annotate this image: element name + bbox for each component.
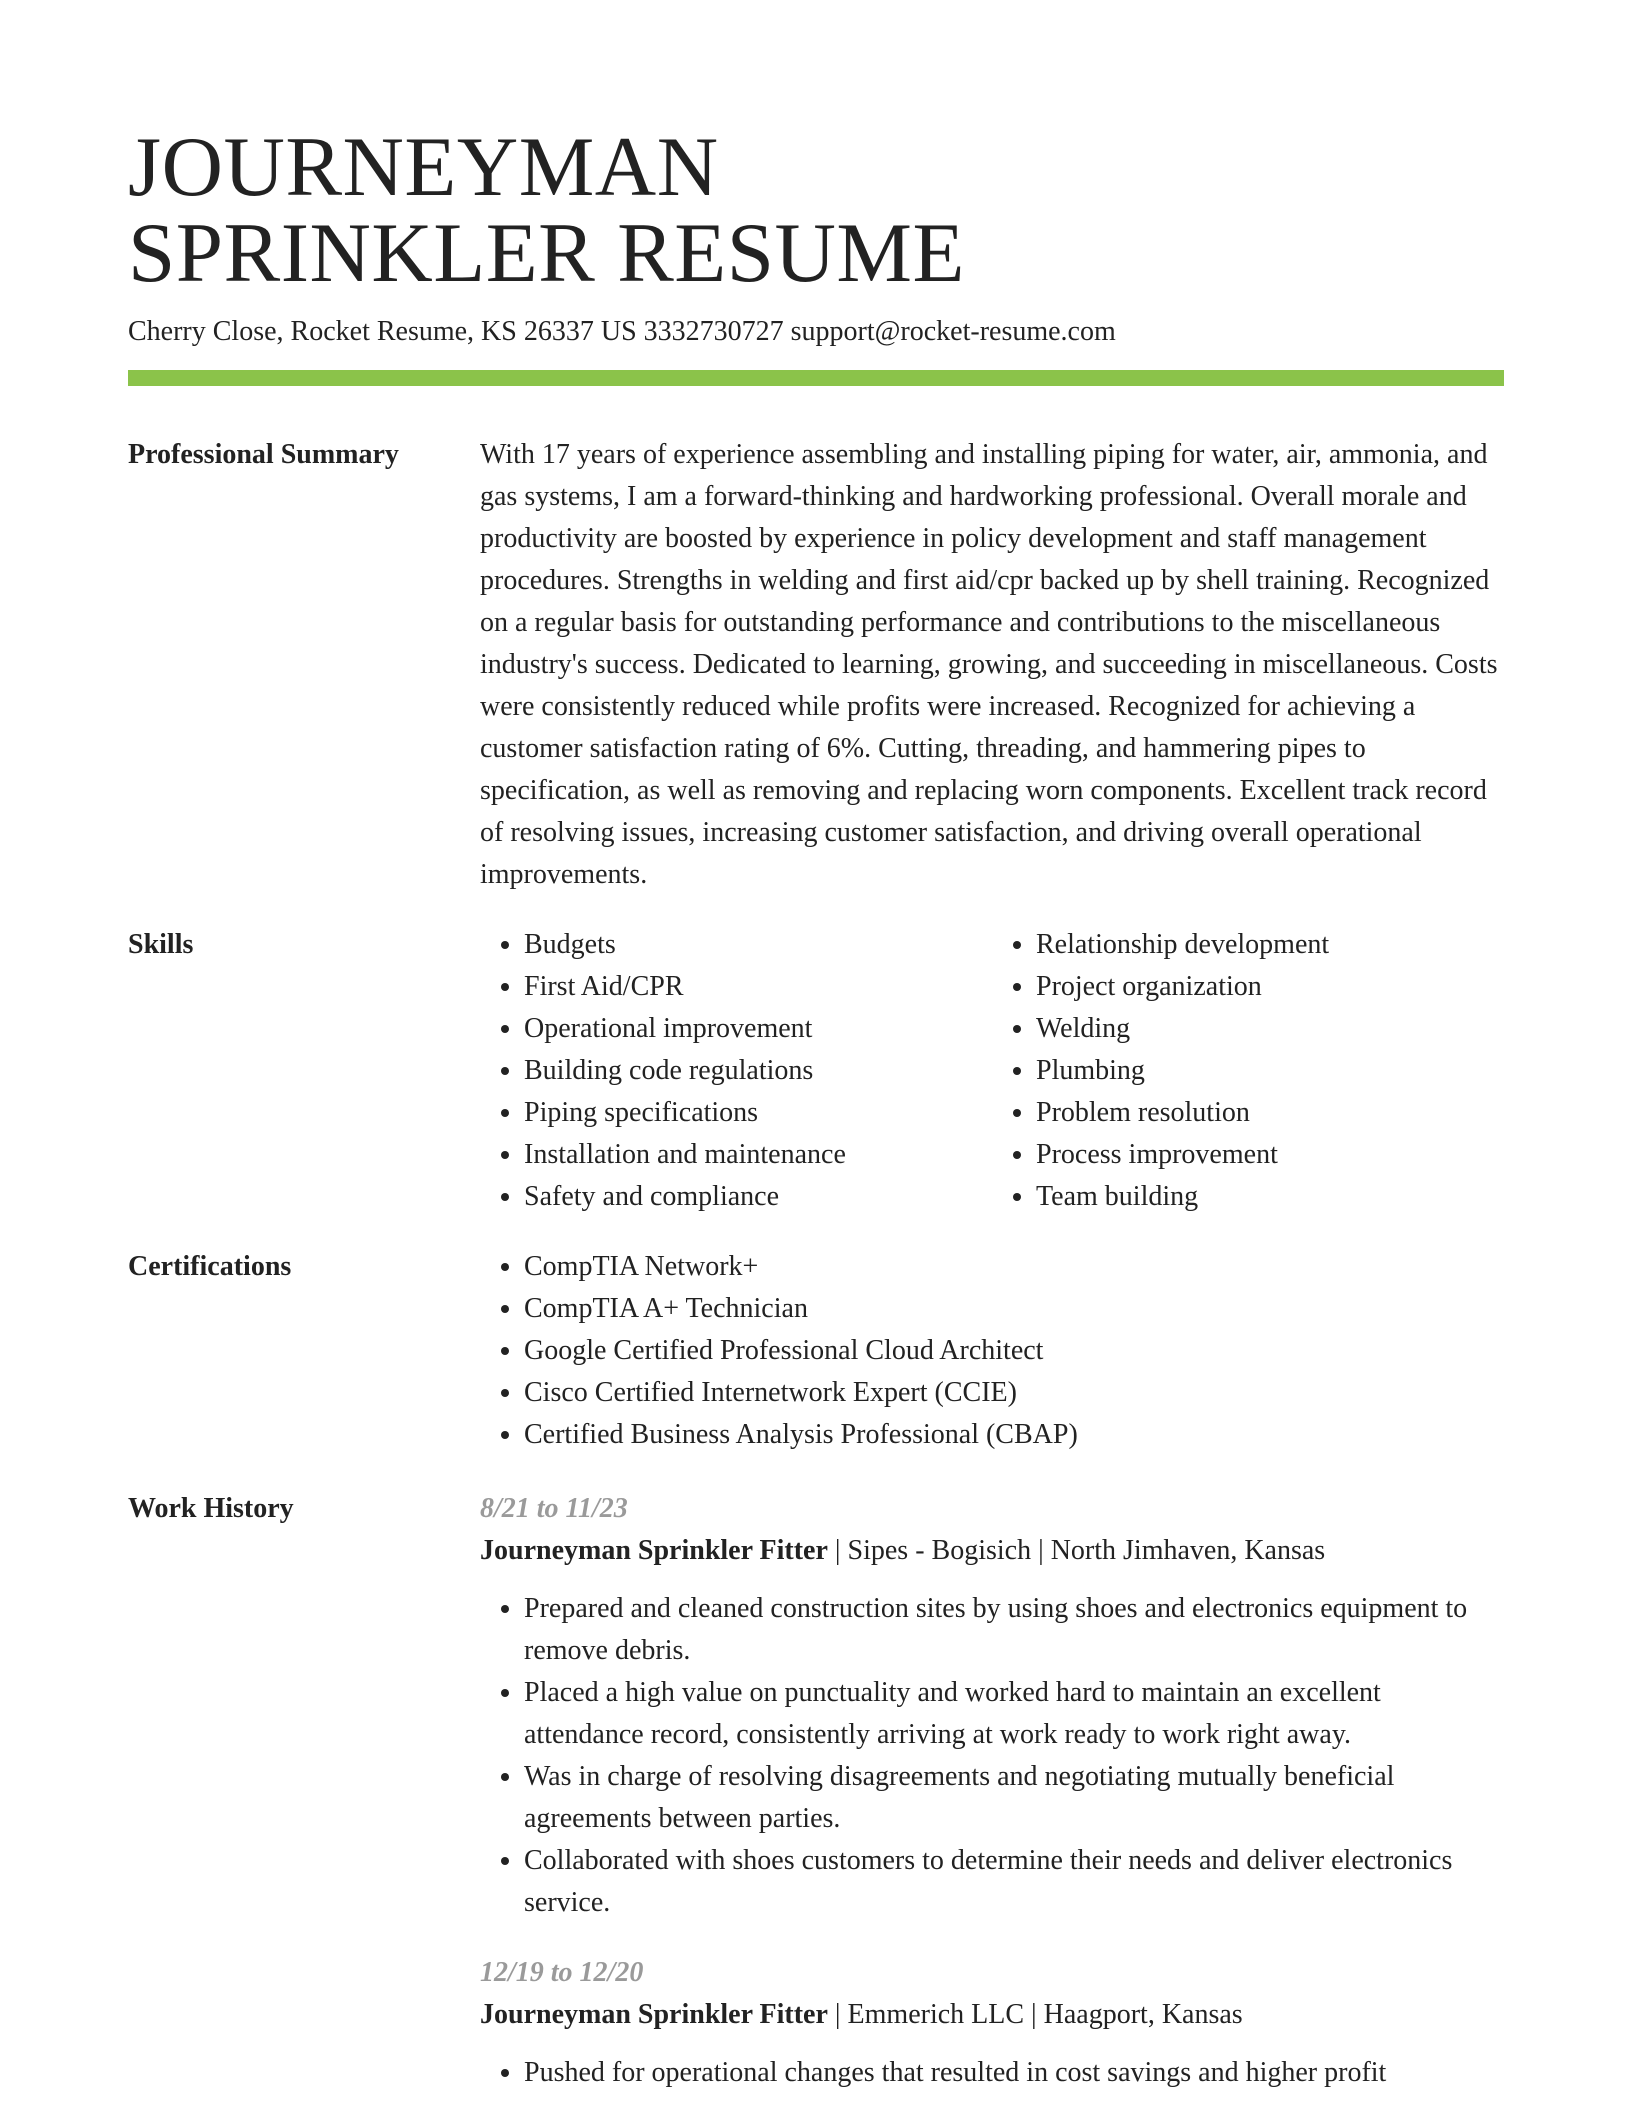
skill-item: • Building code regulations — [524, 1050, 992, 1092]
certification-item: • Certified Business Analysis Professional (CBAP) — [524, 1414, 1504, 1456]
job-role: Journeyman Sprinkler Fitter — [480, 1999, 828, 2030]
job-bullets — [480, 1588, 1504, 1924]
skill-item: • Process improvement — [1036, 1134, 1504, 1176]
contact-line: Cherry Close, Rocket Resume, KS 26337 US 3332730727 support@rocket-resume.com — [128, 316, 1116, 347]
certifications-heading: Certifications — [128, 1251, 292, 1282]
certification-item: • CompTIA A+ Technician — [524, 1288, 1504, 1330]
skills-list-left — [480, 924, 992, 1218]
skill-item: • Operational improvement — [524, 1008, 992, 1050]
job-bullet: • Was in charge of resolving disagreements and negotiating mutually beneficial agreements between parties. — [524, 1756, 1504, 1840]
skill-item: • Installation and maintenance — [524, 1134, 992, 1176]
certification-item: • Google Certified Professional Cloud Architect — [524, 1330, 1504, 1372]
skill-item: • Plumbing — [1036, 1050, 1504, 1092]
skill-item: • Team building — [1036, 1176, 1504, 1218]
accent-divider — [128, 370, 1504, 386]
title-line-2: SPRINKLER RESUME — [128, 206, 965, 300]
job-company-location: | Emmerich LLC | Haagport, Kansas — [827, 1999, 1243, 2030]
work-history-heading: Work History — [128, 1493, 294, 1524]
summary-heading: Professional Summary — [128, 439, 399, 470]
skills-heading: Skills — [128, 929, 194, 960]
job-entry — [480, 1488, 1504, 1924]
job-title-line — [480, 1530, 1504, 1572]
job-entry — [480, 1952, 1504, 2094]
job-dates: 12/19 to 12/20 — [480, 1957, 644, 1988]
job-bullets — [480, 2052, 1504, 2094]
title-line-1: JOURNEYMAN — [128, 120, 719, 214]
skill-item: • First Aid/CPR — [524, 966, 992, 1008]
skill-item: • Project organization — [1036, 966, 1504, 1008]
job-dates: 8/21 to 11/23 — [480, 1493, 628, 1524]
certification-item: • CompTIA Network+ — [524, 1246, 1504, 1288]
job-role: Journeyman Sprinkler Fitter — [480, 1535, 828, 1566]
certifications-list — [480, 1246, 1504, 1456]
summary-text: With 17 years of experience assembling and installing piping for water, air, ammonia, and gas systems, I am a forward-thinking and hardworking professional. Overall morale and productivity are boosted by experience in policy development and staff management procedures. Strengths in welding and first aid/cpr backed up by shell training. Recognized on a regular basis for outstanding performance and contributions to the miscellaneous industry's success. Dedicated to learning, growing, and succeeding in miscellaneous. Costs were consistently reduced while profits were increased. Recognized for achieving a customer satisfaction rating of 6%. Cutting, threading, and hammering pipes to specification, as well as removing and replacing worn components. Excellent track record of resolving issues, increasing customer satisfaction, and driving overall operational improvements. — [480, 439, 1498, 890]
skill-item: • Budgets — [524, 924, 992, 966]
skill-item: • Safety and compliance — [524, 1176, 992, 1218]
job-title-line — [480, 1994, 1504, 2036]
job-bullet: • Collaborated with shoes customers to determine their needs and deliver electronics service. — [524, 1840, 1504, 1924]
skills-list-right — [992, 924, 1504, 1218]
job-company-location: | Sipes - Bogisich | North Jimhaven, Kansas — [827, 1535, 1326, 1566]
skill-item: • Welding — [1036, 1008, 1504, 1050]
job-bullet: • Placed a high value on punctuality and worked hard to maintain an excellent attendance record, consistently arriving at work ready to work right away. — [524, 1672, 1504, 1756]
job-bullet: • Prepared and cleaned construction sites by using shoes and electronics equipment to remove debris. — [524, 1588, 1504, 1672]
skill-item: • Relationship development — [1036, 924, 1504, 966]
job-bullet: • Pushed for operational changes that resulted in cost savings and higher profit — [524, 2052, 1504, 2094]
certification-item: • Cisco Certified Internetwork Expert (CCIE) — [524, 1372, 1504, 1414]
skill-item: • Problem resolution — [1036, 1092, 1504, 1134]
skill-item: • Piping specifications — [524, 1092, 992, 1134]
resume-title — [128, 120, 1504, 300]
